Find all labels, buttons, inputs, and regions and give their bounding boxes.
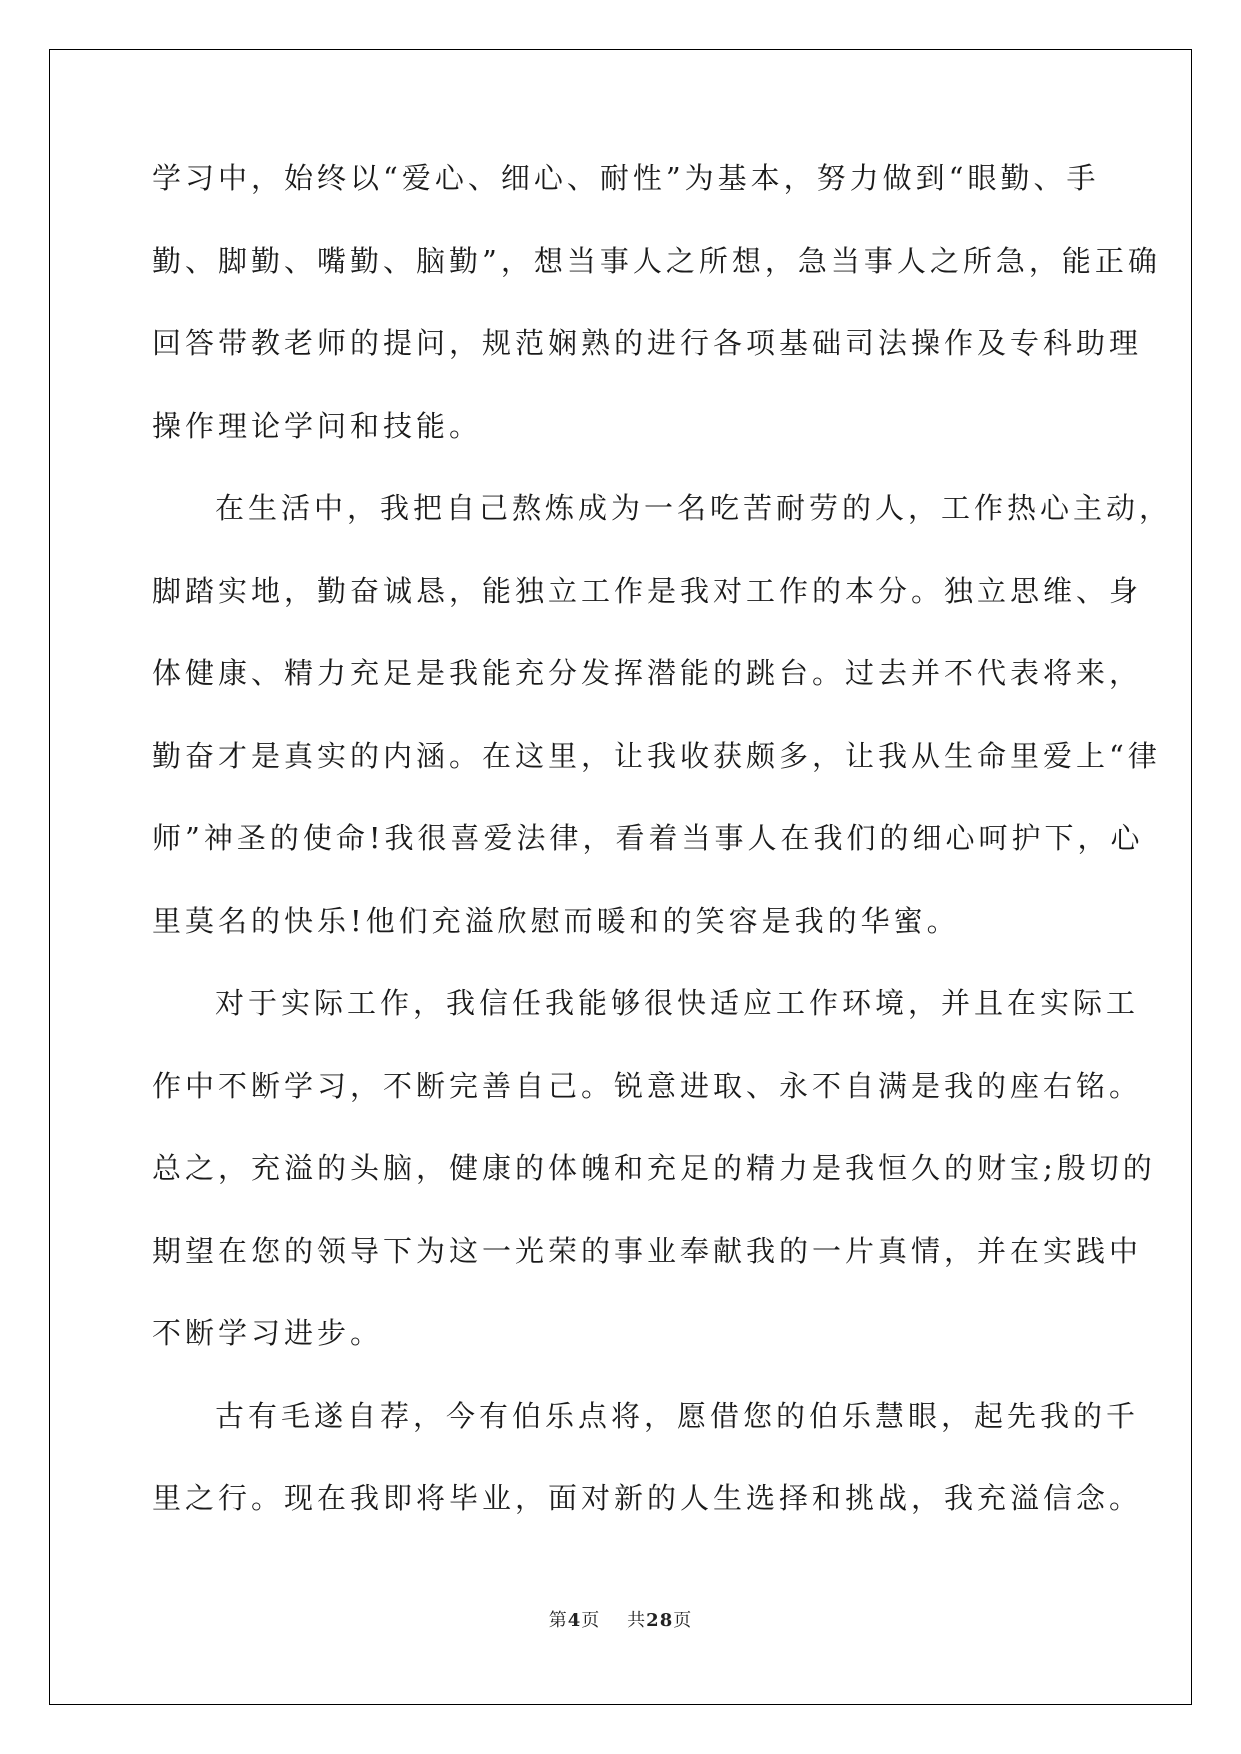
text-line: 学习中，始终以“爱心、细心、耐性”为基本，努力做到“眼勤、手 bbox=[152, 161, 1100, 195]
text-line: 作中不断学习，不断完善自己。锐意进取、永不自满是我的座右铭。 bbox=[152, 1068, 1143, 1103]
text-line: 脚踏实地，勤奋诚恳，能独立工作是我对工作的本分。独立思维、身 bbox=[152, 573, 1143, 608]
total-prefix: 共 bbox=[627, 1610, 647, 1631]
paragraph-start-line: 古有毛遂自荐，今有伯乐点将，愿借您的伯乐慧眼，起先我的千 bbox=[215, 1398, 1140, 1433]
text-line: 师”神圣的使命!我很喜爱法律，看着当事人在我们的细心呵护下，心 bbox=[152, 821, 1144, 855]
paragraph-start-line: 对于实际工作，我信任我能够很快适应工作环境，并且在实际工 bbox=[215, 986, 1140, 1020]
text-line: 勤、脚勤、嘴勤、脑勤”，想当事人之所想，急当事人之所急，能正确 bbox=[152, 243, 1161, 278]
page-unit: 页 bbox=[581, 1610, 601, 1631]
text-line: 总之，充溢的头脑，健康的体魄和充足的精力是我恒久的财宝;殷切的 bbox=[152, 1151, 1156, 1185]
text-line: 体健康、精力充足是我能充分发挥潜能的跳台。过去并不代表将来， bbox=[152, 656, 1143, 690]
text-line: 回答带教老师的提问，规范娴熟的进行各项基础司法操作及专科助理 bbox=[152, 326, 1143, 360]
text-line: 不断学习进步。 bbox=[152, 1316, 384, 1350]
document-body bbox=[152, 155, 1173, 1558]
total-pages: 28 bbox=[646, 1610, 674, 1631]
page-number: 4 bbox=[567, 1610, 582, 1631]
page-prefix: 第 bbox=[548, 1610, 568, 1631]
paragraph-start-line: 在生活中，我把自己熬炼成为一名吃苦耐劳的人，工作热心主动， bbox=[215, 491, 1173, 525]
text-line: 里之行。现在我即将毕业，面对新的人生选择和挑战，我充溢信念。 bbox=[152, 1481, 1143, 1515]
total-unit: 页 bbox=[673, 1610, 693, 1631]
text-line: 操作理论学问和技能。 bbox=[152, 408, 483, 443]
page-footer bbox=[0, 1606, 1241, 1632]
text-line: 勤奋才是真实的内涵。在这里，让我收获颇多，让我从生命里爱上“律 bbox=[152, 738, 1161, 773]
text-line: 期望在您的领导下为这一光荣的事业奉献我的一片真情，并在实践中 bbox=[152, 1233, 1143, 1268]
text-line: 里莫名的快乐!他们充溢欣慰而暖和的笑容是我的华蜜。 bbox=[152, 903, 960, 938]
